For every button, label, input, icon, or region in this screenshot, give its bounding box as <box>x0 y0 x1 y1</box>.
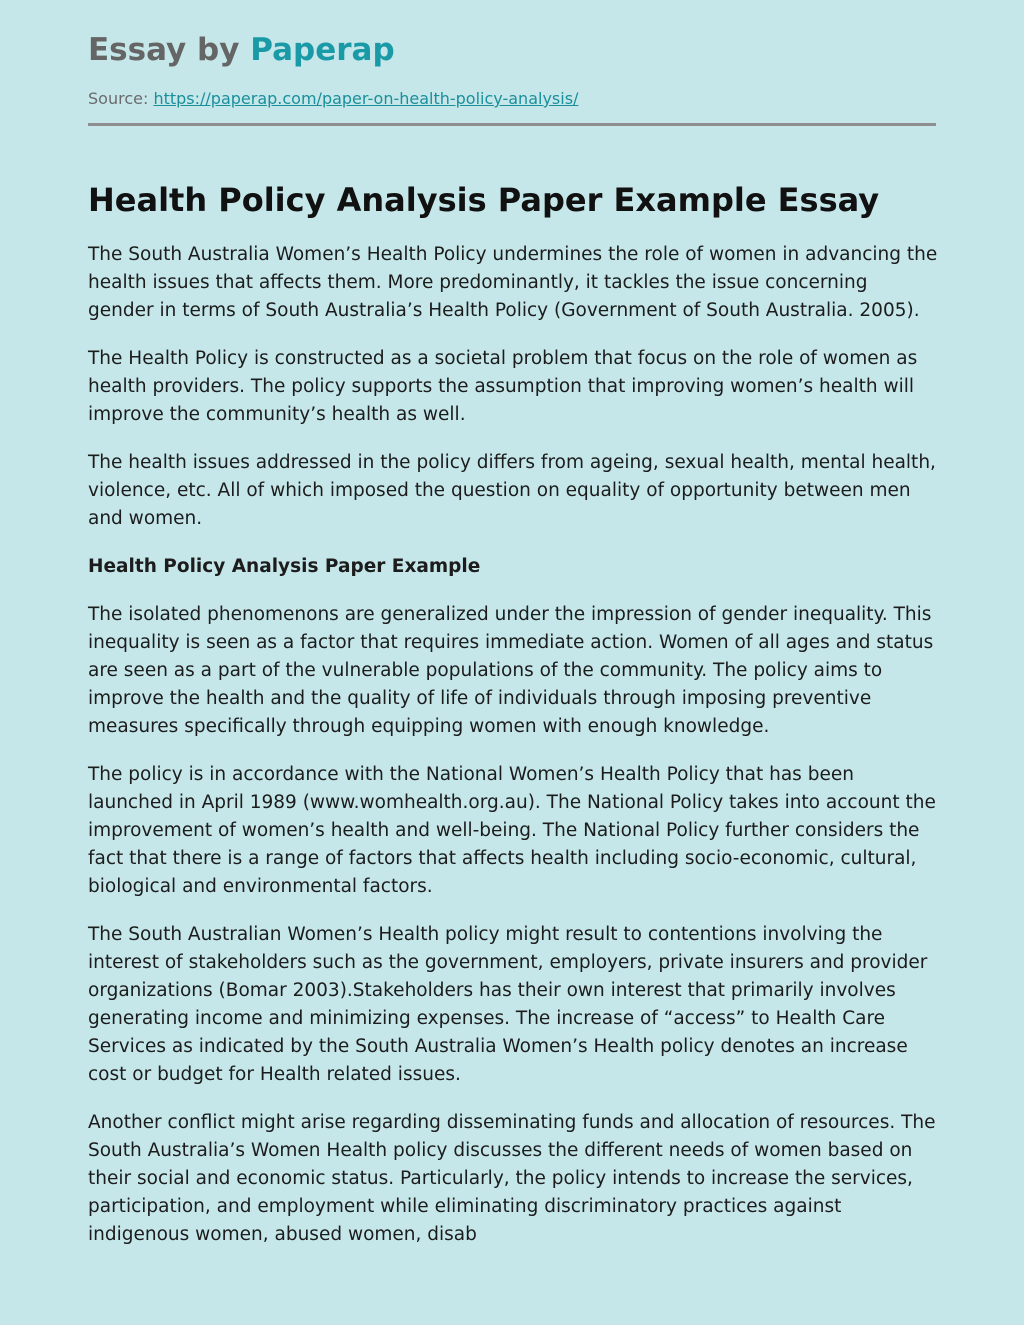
paragraph: The South Australian Women’s Health policy might result to contentions involving the interest of stakeholders such as the government, employers, private insurers and provider organizations (Bomar 2003).Stakeholders has their own interest that primarily involves generating income and minimizing expenses. The increase of “access” to Health Care Services as indicated by the South Australia Women’s Health policy denotes an increase cost or budget for Health related issues. <box>88 924 928 1085</box>
brand-name: Paperap <box>250 32 395 68</box>
brand-prefix: Essay by <box>88 32 240 68</box>
essay-subheading: Health Policy Analysis Paper Example <box>88 556 481 577</box>
paragraph: The isolated phenomenons are generalized under the impression of gender inequality. This inequality is seen as a factor that requires immediate action. Women of all ages and status are seen as a part of the vulnerable populations of the community. The policy aims to improve the health and the quality of life of individuals through imposing preventive measures specifically through equipping women with enough knowledge. <box>88 604 934 737</box>
site-brand[interactable] <box>88 30 395 70</box>
essay-body <box>88 241 938 1269</box>
header-divider <box>88 123 936 126</box>
source-link[interactable]: https://paperap.com/paper-on-health-policy-analysis/ <box>153 89 579 108</box>
source-line <box>88 89 578 109</box>
paragraph: The South Australia Women’s Health Policy undermines the role of women in advancing the health issues that affects them. More predominantly, it tackles the issue concerning gender in terms of South Australia’s Health Policy (Government of South Australia. 2005). <box>88 244 938 321</box>
essay-title: Health Policy Analysis Paper Example Essay <box>88 181 880 219</box>
paragraph: The health issues addressed in the policy differs from ageing, sexual health, mental health, violence, etc. All of which imposed the question on equality of opportunity between men and women. <box>88 452 936 529</box>
paragraph: The Health Policy is constructed as a societal problem that focus on the role of women as health providers. The policy supports the assumption that improving women’s health will improve the community’s health as well. <box>88 348 918 425</box>
source-label: Source: <box>88 89 149 108</box>
paragraph: Another conflict might arise regarding disseminating funds and allocation of resources. The South Australia’s Women Health policy discusses the different needs of women based on their social and economic status. Particularly, the policy intends to increase the services, participation, and employment while eliminating discriminatory practices against indigenous women, abused women, disab <box>88 1112 936 1245</box>
paragraph: The policy is in accordance with the National Women’s Health Policy that has been launched in April 1989 (www.womhealth.org.au). The National Policy takes into account the improvement of women’s health and well-being. The National Policy further considers the fact that there is a range of factors that affects health including socio-economic, cultural, biological and environmental factors. <box>88 764 936 897</box>
